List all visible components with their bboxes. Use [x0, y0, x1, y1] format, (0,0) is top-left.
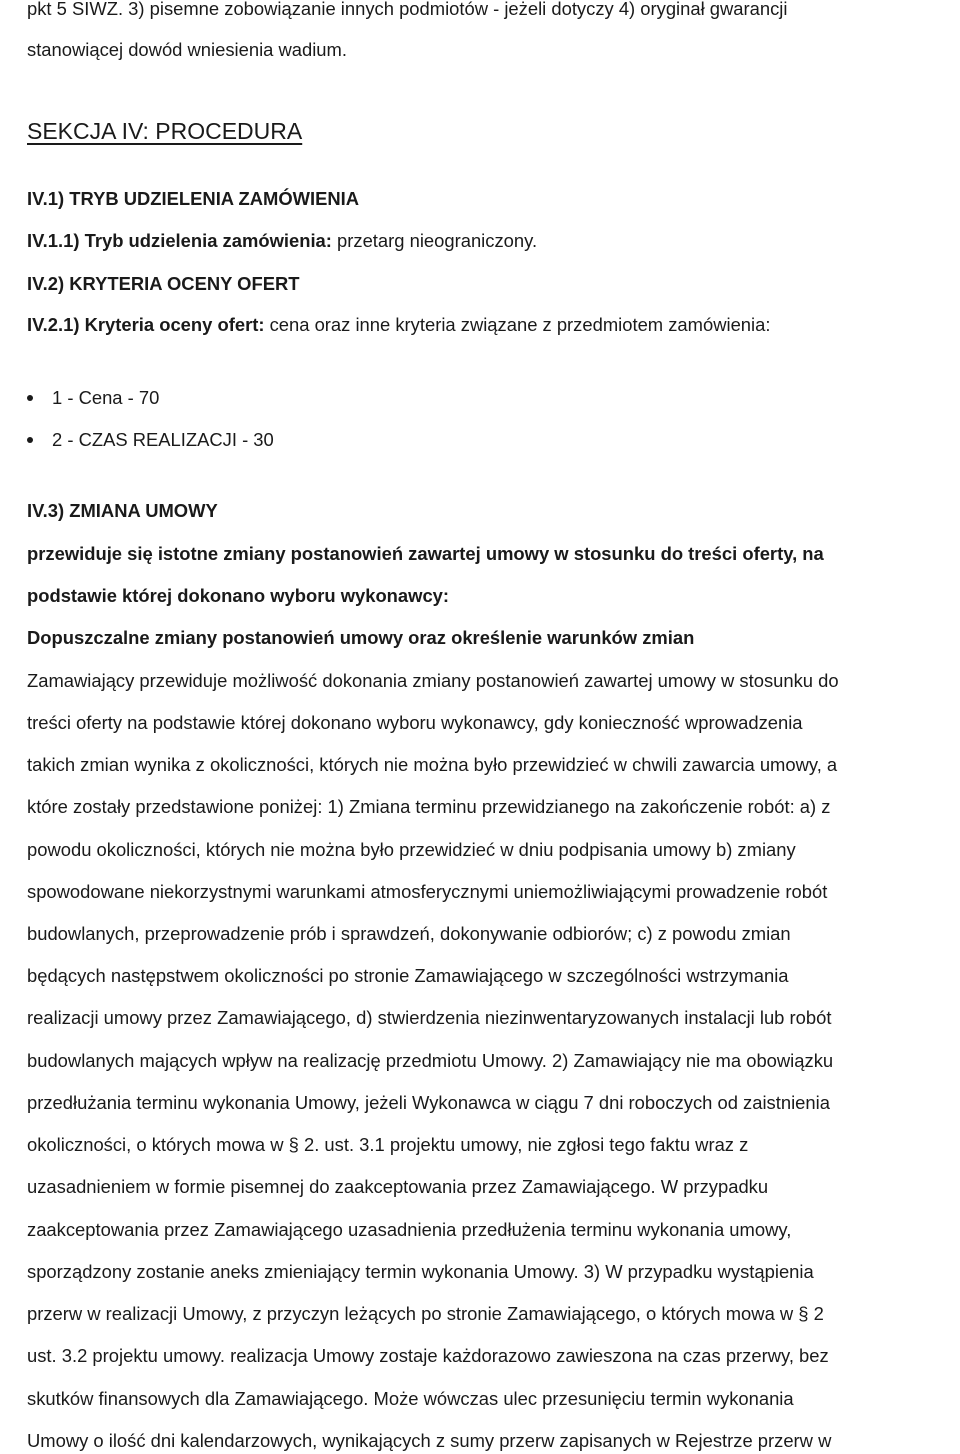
body-line: zaakceptowania przez Zamawiającego uzasadnienia przedłużenia terminu wykonania umowy,: [27, 1219, 792, 1240]
heading-iv-3: IV.3) ZMIANA UMOWY: [27, 500, 218, 521]
procedure-mode-row: [27, 229, 537, 253]
body-line: Zamawiający przewiduje możliwość dokonania zmiany postanowień zawartej umowy w stosunku do: [27, 670, 839, 691]
body-line: przedłużania terminu wykonania Umowy, jeżeli Wykonawca w ciągu 7 dni roboczych od zaistnienia: [27, 1092, 830, 1113]
body-line: Umowy o ilość dni kalendarzowych, wynikających z sumy przerw zapisanych w Rejestrze przerw w: [27, 1430, 832, 1451]
body-line: które zostały przedstawione poniżej: 1) Zmiana terminu przewidzianego na zakończenie robót: a) z: [27, 796, 831, 817]
procedure-mode-value: przetarg nieograniczony.: [331, 230, 538, 251]
body-line: realizacji umowy przez Zamawiającego, d) stwierdzenia niezinwentaryzowanych instalacji lub robót: [27, 1007, 832, 1028]
criteria-item-text: 1 - Cena - 70: [52, 387, 160, 408]
criteria-item-text: 2 - CZAS REALIZACJI - 30: [52, 429, 274, 450]
criteria-value: cena oraz inne kryteria związane z przedmiotem zamówienia:: [264, 314, 771, 335]
body-line: budowlanych mających wpływ na realizację przedmiotu Umowy. 2) Zamawiający nie ma obowiązku: [27, 1050, 834, 1071]
heading-iv-2: IV.2) KRYTERIA OCENY OFERT: [27, 273, 300, 294]
body-line: spowodowane niekorzystnymi warunkami atmosferycznymi uniemożliwiającymi prowadzenie robót: [27, 881, 828, 902]
bullet-icon: [27, 395, 33, 401]
body-line: uzasadnieniem w formie pisemnej do zaakceptowania przez Zamawiającego. W przypadku: [27, 1176, 769, 1197]
body-line: budowlanych, przeprowadzenie prób i sprawdzeń, dokonywanie odbiorów; c) z powodu zmian: [27, 923, 791, 944]
changes-bold-line-1: przewiduje się istotne zmiany postanowień zawartej umowy w stosunku do treści oferty, na: [27, 543, 824, 564]
procedure-mode-label: IV.1.1) Tryb udzielenia zamówienia:: [27, 230, 332, 251]
body-line: okoliczności, o których mowa w § 2. ust. 3.1 projektu umowy, nie zgłosi tego faktu wraz z: [27, 1134, 749, 1155]
criteria-label: IV.2.1) Kryteria oceny ofert:: [27, 314, 265, 335]
section-title: SEKCJA IV: PROCEDURA: [27, 118, 303, 144]
changes-bold-line-2: podstawie której dokonano wyboru wykonawcy:: [27, 585, 450, 606]
body-line: skutków finansowych dla Zamawiającego. Może wówczas ulec przesunięciu termin wykonania: [27, 1388, 794, 1409]
body-line: treści oferty na podstawie której dokonano wyboru wykonawcy, gdy konieczność wprowadzenia: [27, 712, 803, 733]
body-line: będących następstwem okoliczności po stronie Zamawiającego w szczególności wstrzymania: [27, 965, 789, 986]
intro-line-2: stanowiącej dowód wniesienia wadium.: [27, 39, 347, 60]
intro-line-1: pkt 5 SIWZ. 3) pisemne zobowiązanie innych podmiotów - jeżeli dotyczy 4) oryginał gwarancji: [27, 0, 788, 19]
body-line: przerw w realizacji Umowy, z przyczyn leżących po stronie Zamawiającego, o których mowa w § 2: [27, 1303, 824, 1324]
heading-iv-1: IV.1) TRYB UDZIELENIA ZAMÓWIENIA: [27, 188, 360, 209]
body-line: powodu okoliczności, których nie można było przewidzieć w dniu podpisania umowy b) zmiany: [27, 839, 796, 860]
body-line: ust. 3.2 projektu umowy. realizacja Umowy zostaje każdorazowo zawieszona na czas przerwy, bez: [27, 1345, 829, 1366]
body-line: sporządzony zostanie aneks zmieniający termin wykonania Umowy. 3) W przypadku wystąpienia: [27, 1261, 814, 1282]
criteria-row: [27, 313, 770, 337]
bullet-icon: [27, 437, 33, 443]
changes-bold-line-3: Dopuszczalne zmiany postanowień umowy oraz określenie warunków zmian: [27, 627, 695, 648]
body-line: takich zmian wynika z okoliczności, których nie można było przewidzieć w chwili zawarcia umowy, a: [27, 754, 838, 775]
